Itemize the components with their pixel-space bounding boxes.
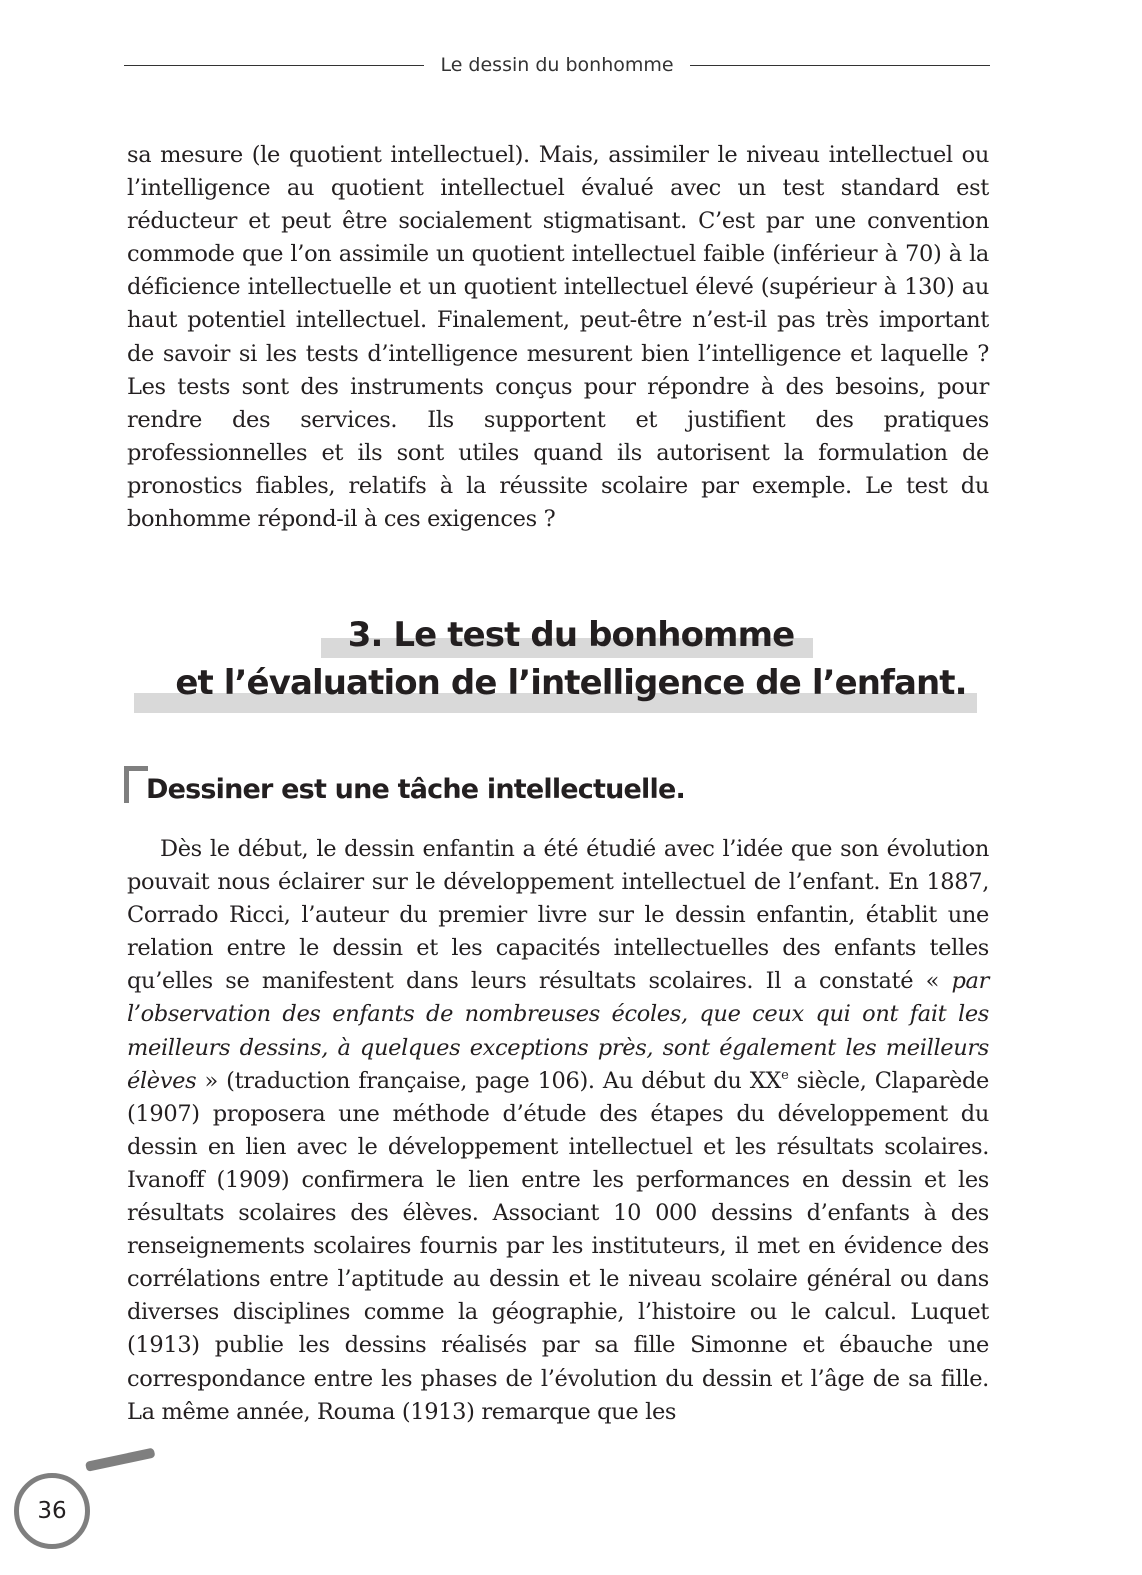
paragraph-2-text-c: siècle, Claparède (1907) proposera une méthode d’étude des étapes du développement du dessin en lien avec le développement intellectuel et les résultats scolaires. Ivanoff (1909) confirmera le lien entre les performances en dessin et les résultats scolaires des élèves. Associant 10 000 dessins d’enfants à des renseignements scolaires fournis par les instituteurs, il met en évidence des corrélations entre l’aptitude au dessin et le niveau scolaire général ou dans diverses disciplines comme la géographie, l’histoire ou le calcul. Luquet (1913) publie les dessins réalisés par sa fille Simonne et ébauche une correspondance entre les phases de l’évolution du dessin et l’âge de sa fille. La même année, Rouma (1913) remarque que les bbox=[127, 1067, 989, 1425]
section-title-line-1: 3. Le test du bonhomme bbox=[347, 615, 795, 655]
magnifier-handle-icon bbox=[85, 1448, 156, 1472]
running-header bbox=[124, 50, 990, 80]
subheading-bracket-top bbox=[124, 766, 148, 771]
subheading-bracket-icon bbox=[124, 766, 129, 803]
section-title-line-2: et l’évaluation de l’intelligence de l’enfant. bbox=[175, 663, 967, 703]
paragraph-2-text-a: Dès le début, le dessin enfantin a été étudié avec l’idée que son évolution pouvait nous éclairer sur le développement intellectuel de l’enfant. En 1887, Corrado Ricci, l’auteur du premier livre sur le dessin enfantin, établit une relation entre le dessin et les capacités intellectuelles des enfants telles qu’elles se manifestent dans leurs résultats scolaires. Il a constaté « bbox=[127, 836, 989, 995]
header-rule-right bbox=[690, 65, 990, 66]
page-number-magnifier bbox=[14, 1473, 90, 1549]
page-number: 36 bbox=[37, 1498, 67, 1524]
body-paragraph-1: sa mesure (le quotient intellectuel). Mais, assimiler le niveau intellectuel ou l’intelligence au quotient intellectuel évalué avec un test standard est réducteur et peut être socialement stigmatisant. C’est par une convention commode que l’on assimile un quotient intellectuel faible (inférieur à 70) à la déficience intellectuelle et un quotient intellectuel élevé (supérieur à 130) au haut potentiel intellectuel. Finalement, peut-être n’est-il pas très important de savoir si les tests d’intelligence mesurent bien l’intelligence et laquelle ? Les tests sont des instruments conçus pour répondre à des besoins, pour rendre des services. Ils supportent et justifient des pratiques professionnelles et ils sont utiles quand ils autorisent la formulation de pronostics fiables, relatifs à la réussite scolaire par exemple. Le test du bonhomme répond-il à ces exigences ? bbox=[127, 142, 989, 533]
header-rule-left bbox=[124, 65, 424, 66]
body-paragraph-2 bbox=[127, 833, 989, 1429]
subheading: Dessiner est une tâche intellectuelle. bbox=[146, 774, 685, 805]
paragraph-2-text-b: » (traduction française, page 106). Au début du XX bbox=[196, 1067, 782, 1094]
running-title: Le dessin du bonhomme bbox=[440, 54, 674, 76]
century-superscript: e bbox=[781, 1067, 789, 1083]
section-title bbox=[0, 611, 1142, 707]
ricci-quote: par l’observation des enfants de nombreuses écoles, que ceux qui ont fait les meilleurs dessins, à quelques exceptions près, sont également les meilleurs élèves bbox=[127, 968, 989, 1094]
